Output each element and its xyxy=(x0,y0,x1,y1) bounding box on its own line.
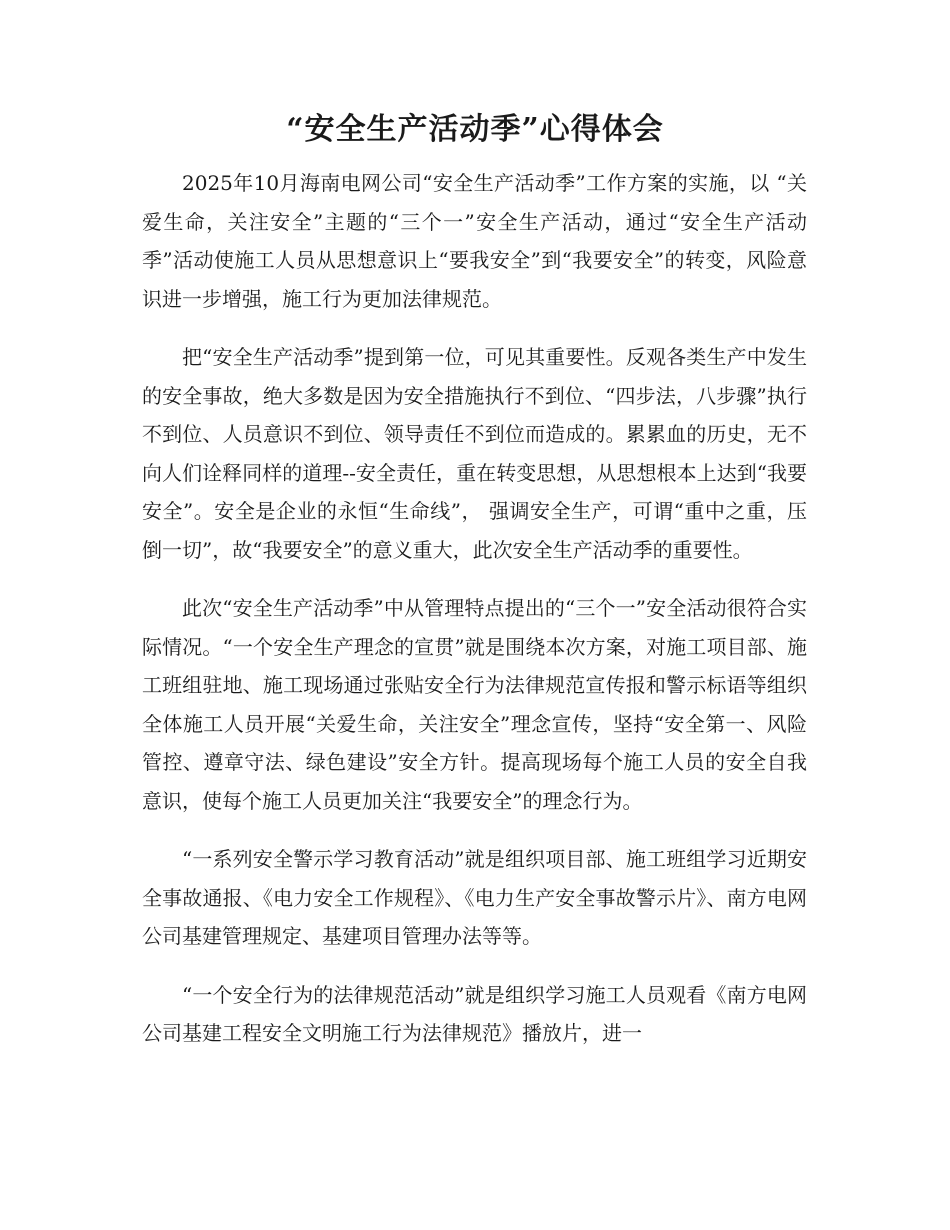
document-title: “安全生产活动季”心得体会 xyxy=(286,112,664,147)
paragraph-1: 2025年10月海南电网公司“安全生产活动季”工作方案的实施，以 “关爱生命，关注安全”主题的“三个一”安全生产活动，通过“安全生产活动季”活动使施工人员从思想意识上“要我安全”到“我要安全”的转变，风险意识进一步增强，施工行为更加法律规范。 xyxy=(142,171,807,311)
paragraph-4: “一系列安全警示学习教育活动”就是组织项目部、施工班组学习近期安全事故通报、《电力安全工作规程》、《电力生产安全事故警示片》、南方电网公司基建管理规定、基建项目管理办法等等。 xyxy=(142,847,807,948)
paragraph-2: 把“安全生产活动季”提到第一位，可见其重要性。反观各类生产中发生的安全事故，绝大多数是因为安全措施执行不到位、“四步法，八步骤”执行不到位、人员意识不到位、领导责任不到位而造成的。累累血的历史，无不向人们诠释同样的道理--安全责任，重在转变思想，从思想根本上达到“我要安全”。安全是企业的永恒“生命线”， 强调安全生产，可谓“重中之重，压倒一切”，故“我要安全”的意义重大，此次安全生产活动季的重要性。 xyxy=(142,345,807,562)
paragraph-3: 此次“安全生产活动季”中从管理特点提出的“三个一”安全活动很符合实际情况。“一个安全生产理念的宣贯”就是围绕本次方案，对施工项目部、施工班组驻地、施工现场通过张贴安全行为法律规范宣传报和警示标语等组织全体施工人员开展“关爱生命，关注安全”理念宣传，坚持“安全第一、风险管控、遵章守法、绿色建设”安全方针。提高现场每个施工人员的安全自我意识，使每个施工人员更加关注“我要安全”的理念行为。 xyxy=(142,596,807,813)
paragraph-5: “一个安全行为的法律规范活动”就是组织学习施工人员观看《南方电网公司基建工程安全文明施工行为法律规范》播放片，进一 xyxy=(142,982,807,1045)
document-body xyxy=(142,164,807,1073)
